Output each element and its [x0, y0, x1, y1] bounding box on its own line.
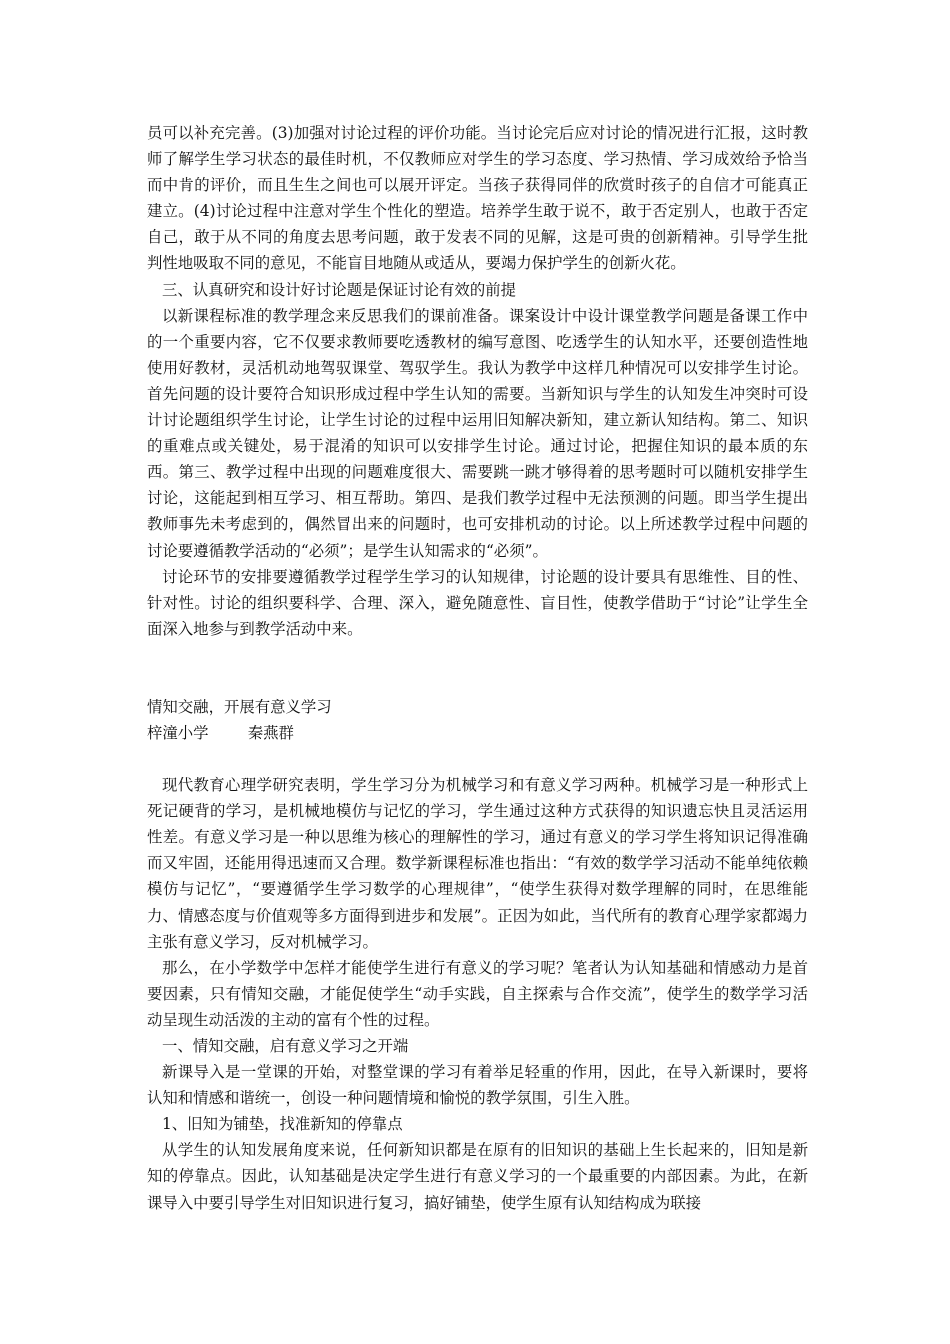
- byline-gap: [147, 746, 808, 772]
- article-2: [147, 694, 808, 1216]
- paragraph-prior-knowledge: 从学生的认知发展角度来说，任何新知识都是在原有的旧知识的基础上生长起来的，旧知是新知的停靠点。因此，认知基础是决定学生进行有意义学习的一个最重要的内部因素。为此，在新课导入中要引导学生对旧知识进行复习，搞好铺垫，使学生原有认知结构成为联接: [147, 1141, 808, 1212]
- document-page: [147, 120, 808, 1216]
- paragraph-lesson-prep: 以新课程标准的教学理念来反思我们的课前准备。课案设计中设计课堂教学问题是备课工作中的一个重要内容，它不仅要求教师要吃透教材的编写意图、吃透学生的认知水平，还要创造性地使用好教材，灵活机动地驾驭课堂、驾驭学生。我认为教学中这样几种情况可以安排学生讨论。首先问题的设计要符合知识形成过程中学生认知的需要。当新知识与学生的认知发生冲突时可设计讨论题组织学生讨论，让学生讨论的过程中运用旧知解决新知，建立新认知结构。第二、知识的重难点或关键处，易于混淆的知识可以安排学生讨论。通过讨论，把握住知识的最本质的东西。第三、教学过程中出现的问题难度很大、需要跳一跳才够得着的思考题时可以随机安排学生讨论，这能起到相互学习、相互帮助。第四、是我们教学过程中无法预测的问题。即当学生提出教师事先未考虑到的，偶然冒出来的问题时，也可安排机动的讨论。以上所述教学过程中问题的讨论要遵循教学活动的“必须”；是学生认知需求的“必须”。: [147, 306, 808, 560]
- paragraph-discussion-arrangement: 讨论环节的安排要遵循教学过程学生学习的认知规律，讨论题的设计要具有思维性、目的性、针对性。讨论的组织要科学、合理、深入，避免随意性、盲目性，使教学借助于“讨论”让学生全面深入地参与到教学活动中来。: [147, 567, 808, 638]
- paragraph-evaluation: 员可以补充完善。(3)加强对讨论过程的评价功能。当讨论完后应对讨论的情况进行汇报，这时教师了解学生学习状态的最佳时机，不仅教师应对学生的学习态度、学习热情、学习成效给予恰当而中肯的评价，而且生生之间也可以展开评定。当孩子获得同伴的欣赏时孩子的自信才可能真正建立。(4)讨论过程中注意对学生个性化的塑造。培养学生敢于说不，敢于否定别人，也敢于否定自己，敢于从不同的角度去思考问题，敢于发表不同的见解，这是可贵的创新精神。引导学生批判性地吸取不同的意见，不能盲目地随从或适从，要竭力保护学生的创新火花。: [147, 124, 808, 273]
- paragraph-question: 那么，在小学数学中怎样才能使学生进行有意义的学习呢？笔者认为认知基础和情感动力是首要因素，只有情知交融，才能促使学生“动手实践，自主探索与合作交流”，使学生的数学学习活动呈现生动活泼的主动的富有个性的过程。: [147, 958, 808, 1029]
- article-1-continuation: [147, 120, 808, 642]
- article-gap: [147, 642, 808, 694]
- subsection-heading-1-1: 1、旧知为铺垫，找准新知的停靠点: [162, 1115, 403, 1134]
- article-byline: 梓潼小学 秦燕群: [147, 723, 294, 742]
- paragraph-lesson-intro: 新课导入是一堂课的开始，对整堂课的学习有着举足轻重的作用，因此，在导入新课时，要将认知和情感和谐统一，创设一种问题情境和愉悦的教学氛围，引生入胜。: [147, 1063, 808, 1108]
- paragraph-meaningful-learning: 现代教育心理学研究表明，学生学习分为机械学习和有意义学习两种。机械学习是一种形式上死记硬背的学习，是机械地模仿与记忆的学习，学生通过这种方式获得的知识遗忘快且灵活运用性差。有意义学习是一种以思维为核心的理解性的学习，通过有意义的学习学生将知识记得准确而又牢固，还能用得迅速而又合理。数学新课程标准也指出：“有效的数学学习活动不能单纯依赖模仿与记忆”，“要遵循学生学习数学的心理规律”，“使学生获得对数学理解的同时，在思维能力、情感态度与价值观等多方面得到进步和发展”。正因为如此，当代所有的教育心理学家都竭力主张有意义学习，反对机械学习。: [147, 776, 808, 951]
- section-heading-1: 一、情知交融，启有意义学习之开端: [162, 1037, 409, 1055]
- section-heading-3: 三、认真研究和设计好讨论题是保证讨论有效的前提: [162, 280, 516, 299]
- article-title: 情知交融，开展有意义学习: [147, 697, 332, 716]
